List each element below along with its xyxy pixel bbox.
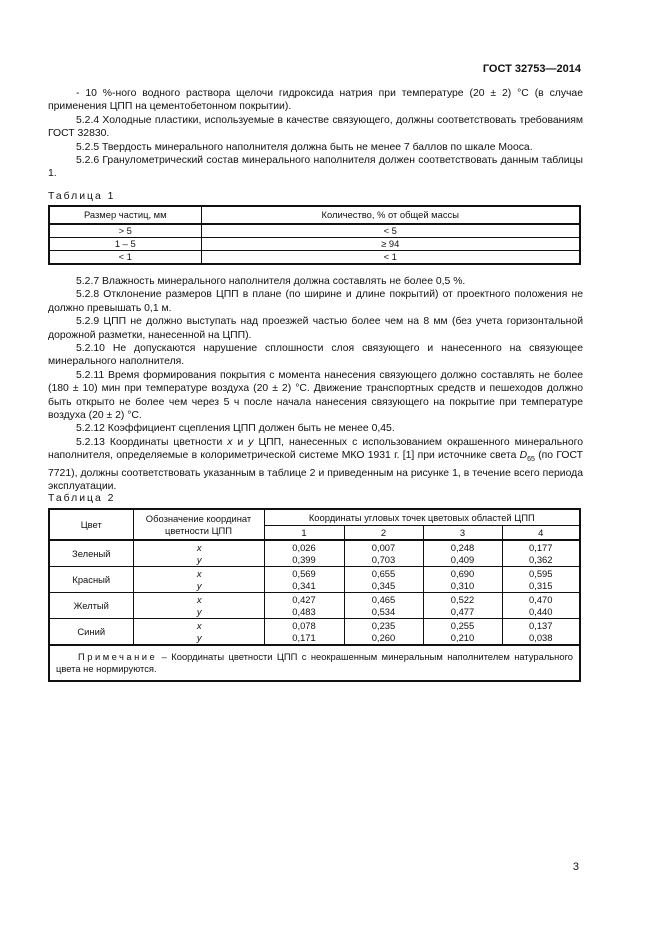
coordinate-labels: [133, 593, 264, 619]
table-cell: 0,690 0,310: [423, 567, 502, 593]
color-name: Синий: [49, 619, 133, 646]
table-cell: 0,655 0,345: [344, 567, 423, 593]
paragraph-5-2-8: 5.2.8 Отклонение размеров ЦПП в плане (по ширине и длине покрытий) от проектного положения не должно превышать 0,1 м.: [48, 289, 583, 314]
table-cell: 0,137 0,038: [502, 619, 580, 646]
paragraph-5-2-10: 5.2.10 Не допускаются нарушение сплошности слоя связующего и нанесенного на связующее минерального наполнителя.: [48, 343, 583, 368]
paragraph-5-2-9: 5.2.9 ЦПП не должно выступать над проезжей частью более чем на 8 мм (без учета горизонтальной дорожной разметки, нанесенной на ЦПП).: [48, 316, 583, 341]
table-cell: 0,078 0,171: [264, 619, 344, 646]
paragraph-5-2-7: 5.2.7 Влажность минерального наполнителя должна составлять не более 0,5 %.: [76, 276, 466, 287]
table-cell: > 5: [49, 224, 201, 238]
table-header-row: [49, 206, 580, 224]
column-header-coordinate: Обозначение координат цветности ЦПП: [133, 509, 264, 540]
note-label: Примечание: [78, 651, 158, 662]
table-cell: < 5: [201, 224, 580, 238]
table-cell: 0,427 0,483: [264, 593, 344, 619]
table-row: [49, 619, 580, 646]
point-number: 4: [502, 526, 580, 541]
table-cell: 0,248 0,409: [423, 540, 502, 567]
coord-x-label: x: [196, 542, 202, 553]
paragraph-5-2-4: 5.2.4 Холодные пластики, используемые в качестве связующего, должны соответствовать требованиям ГОСТ 32830.: [48, 114, 583, 140]
table1-caption: Таблица 1: [48, 191, 116, 202]
text-run: ЦПП, нанесенных с использованием окрашенного минерального наполнителя, определяемые в колориметрической системе МКО 1931 г. [1] при источнике света: [48, 436, 583, 462]
table-cell: ≥ 94: [201, 238, 580, 251]
paragraph-5-2-12: 5.2.12 Коэффициент сцепления ЦПП должен быть не менее 0,45.: [76, 423, 395, 435]
intro-text-block: [48, 87, 583, 181]
coord-y-label: y: [196, 631, 202, 643]
point-number: 3: [423, 526, 502, 541]
table-row: [49, 567, 580, 593]
column-header-color: Цвет: [49, 509, 133, 540]
text-run-d: D: [519, 450, 528, 462]
table-cell: < 1: [49, 251, 201, 265]
table2-caption: Таблица 2: [48, 493, 116, 504]
table-note-row: [49, 645, 580, 681]
paragraph-5-2-13: [48, 436, 583, 494]
paragraph-5-2-6: 5.2.6 Гранулометрический состав минерального наполнителя должен соответствовать данным таблицы 1.: [48, 155, 583, 180]
table-row: [49, 593, 580, 619]
coord-y-label: y: [196, 605, 202, 617]
coord-y-label: y: [196, 553, 202, 565]
coordinate-labels: [133, 567, 264, 593]
table-cell: 0,470 0,440: [502, 593, 580, 619]
table-cell: 0,177 0,362: [502, 540, 580, 567]
table-cell: 0,255 0,210: [423, 619, 502, 646]
column-header-points: Координаты угловых точек цветовых областей ЦПП: [264, 509, 580, 526]
color-name: Желтый: [49, 593, 133, 619]
table-cell: 0,026 0,399: [264, 540, 344, 567]
column-header: Размер частиц, мм: [49, 206, 201, 224]
text-run-x: x: [227, 436, 233, 448]
point-number: 1: [264, 526, 344, 541]
note-text: – Координаты цветности ЦПП с неокрашенным минеральным наполнителем натурального цвета не нормируются.: [56, 651, 573, 674]
table-cell: 0,465 0,534: [344, 593, 423, 619]
text-run-d-subscript: 65: [527, 456, 535, 464]
color-name: Зеленый: [49, 540, 133, 567]
table-cell: < 1: [201, 251, 580, 265]
page-number: 3: [572, 861, 579, 873]
text-run: (по ГОСТ 7721), должны соответствовать указанным в таблице 2 и приведенным на рисунке 1, в течение всего периода эксплуатации.: [48, 450, 583, 493]
coordinate-labels: [133, 540, 264, 567]
table-cell: 0,595 0,315: [502, 567, 580, 593]
paragraph-5-2-5: 5.2.5 Твердость минерального наполнителя должна быть не менее 7 баллов по шкале Мооса.: [76, 141, 533, 153]
color-name: Красный: [49, 567, 133, 593]
table-2: [48, 508, 581, 682]
column-header: Количество, % от общей массы: [201, 206, 580, 224]
table-1: [48, 205, 581, 265]
coord-x-label: x: [196, 594, 202, 605]
table-row: [49, 251, 580, 265]
table-cell: 0,007 0,703: [344, 540, 423, 567]
point-number: 2: [344, 526, 423, 541]
table-cell: 0,569 0,341: [264, 567, 344, 593]
table-cell: 1 – 5: [49, 238, 201, 251]
table-row: [49, 224, 580, 238]
coord-x-label: x: [196, 568, 202, 579]
table-row: [49, 238, 580, 251]
middle-text-block: [48, 275, 583, 494]
coord-x-label: x: [196, 620, 202, 631]
table-cell: 0,522 0,477: [423, 593, 502, 619]
table-cell: 0,235 0,260: [344, 619, 423, 646]
text-run: и: [232, 436, 249, 448]
document-number: ГОСТ 32753—2014: [482, 63, 581, 75]
paragraph-5-2-11: 5.2.11 Время формирования покрытия с момента нанесения связующего должно составлять не более (180 ± 10) мин при температуре воздуха (20 ± 2) °С. Движение транспортных средств и пешеходов должно быть открыто не более чем через 5 ч после начала нанесения связующего на покрытие при температуре воздуха (20 ± 2) °С.: [48, 369, 583, 422]
text-run: 5.2.13 Координаты цветности: [76, 436, 228, 448]
text-run-y: y: [248, 436, 254, 448]
coord-y-label: y: [196, 579, 202, 591]
table-header-row: [49, 509, 580, 526]
table-note: [49, 645, 580, 681]
table-row: [49, 540, 580, 567]
paragraph: - 10 %-ного водного раствора щелочи гидроксида натрия при температуре (20 ± 2) °С (в случае применения ЦПП на цементобетонном покрытии).: [48, 88, 583, 113]
coordinate-labels: [133, 619, 264, 646]
